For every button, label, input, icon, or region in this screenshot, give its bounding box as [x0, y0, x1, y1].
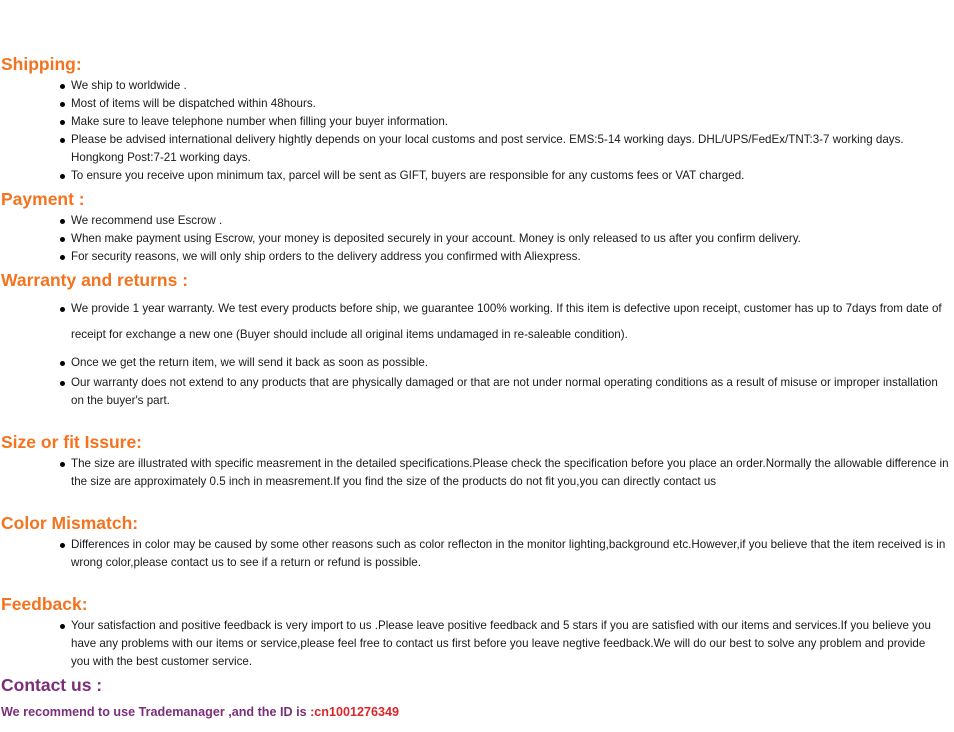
warranty-list — [0, 296, 952, 348]
list-item: Make sure to leave telephone number when filling your buyer information. — [0, 113, 952, 131]
color-heading: Color Mismatch: — [1, 513, 139, 533]
list-item: For security reasons, we will only ship orders to the delivery address you confirmed with Aliexpress. — [0, 248, 952, 266]
size-list — [0, 455, 952, 491]
shipping-heading: Shipping: — [1, 54, 82, 74]
warranty-list-continued — [0, 354, 952, 410]
list-item: We recommend use Escrow . — [0, 212, 952, 230]
list-item: Please be advised international delivery hightly depends on your local customs and post service. EMS:5-14 working days. DHL/UPS/FedEx/TNT:3-7 working days. Hongkong Post:7-21 working days. — [0, 131, 952, 167]
list-item: Differences in color may be caused by some other reasons such as color reflecton in the monitor lighting,background etc.However,if you believe that the item received is in wrong color,please contact us to see if a return or refund is possible. — [0, 536, 952, 572]
list-item: To ensure you receive upon minimum tax, parcel will be sent as GIFT, buyers are responsible for any customs fees or VAT charged. — [0, 167, 952, 185]
list-item: Our warranty does not extend to any products that are physically damaged or that are not under normal operating conditions as a result of misuse or improper installation on the buyer's part. — [0, 374, 952, 410]
warranty-heading: Warranty and returns : — [1, 270, 189, 290]
contact-line — [1, 705, 399, 719]
list-item: Most of items will be dispatched within 48hours. — [0, 95, 952, 113]
trademanager-id: :cn1001276349 — [310, 705, 400, 719]
color-list — [0, 536, 952, 572]
list-item: We provide 1 year warranty. We test every products before ship, we guarantee 100% working. If this item is defective upon receipt, customer has up to 7days from date of receipt for exchange a new one (Buyer should include all original items undamaged in re-saleable condition). — [0, 296, 952, 348]
list-item: The size are illustrated with specific measrement in the detailed specifications.Please check the specification before you place an order.Normally the allowable difference in the size are approximately 0.5 inch in measrement.If you find the size of the products do not fit you,you can directly contact us — [0, 455, 952, 491]
list-item: Your satisfaction and positive feedback is very import to us .Please leave positive feedback and 5 stars if you are satisfied with our items and services.If you believe you have any problems with our items or service,please feel free to contact us first before you leave negtive feedback.We will do our best to solve any problem and provide you with the best customer service. — [0, 617, 952, 671]
feedback-heading: Feedback: — [1, 594, 88, 614]
payment-heading: Payment : — [1, 189, 85, 209]
contact-heading: Contact us : — [1, 675, 103, 695]
list-item: We ship to worldwide . — [0, 77, 952, 95]
contact-line-text: We recommend to use Trademanager ,and the ID is — [1, 705, 311, 719]
list-item: When make payment using Escrow, your money is deposited securely in your account. Money is only released to us after you confirm delivery. — [0, 230, 952, 248]
shipping-list — [0, 77, 952, 185]
feedback-list — [0, 617, 952, 671]
payment-list — [0, 212, 952, 266]
list-item: Once we get the return item, we will send it back as soon as possible. — [0, 354, 952, 372]
size-heading: Size or fit Issure: — [1, 432, 143, 452]
